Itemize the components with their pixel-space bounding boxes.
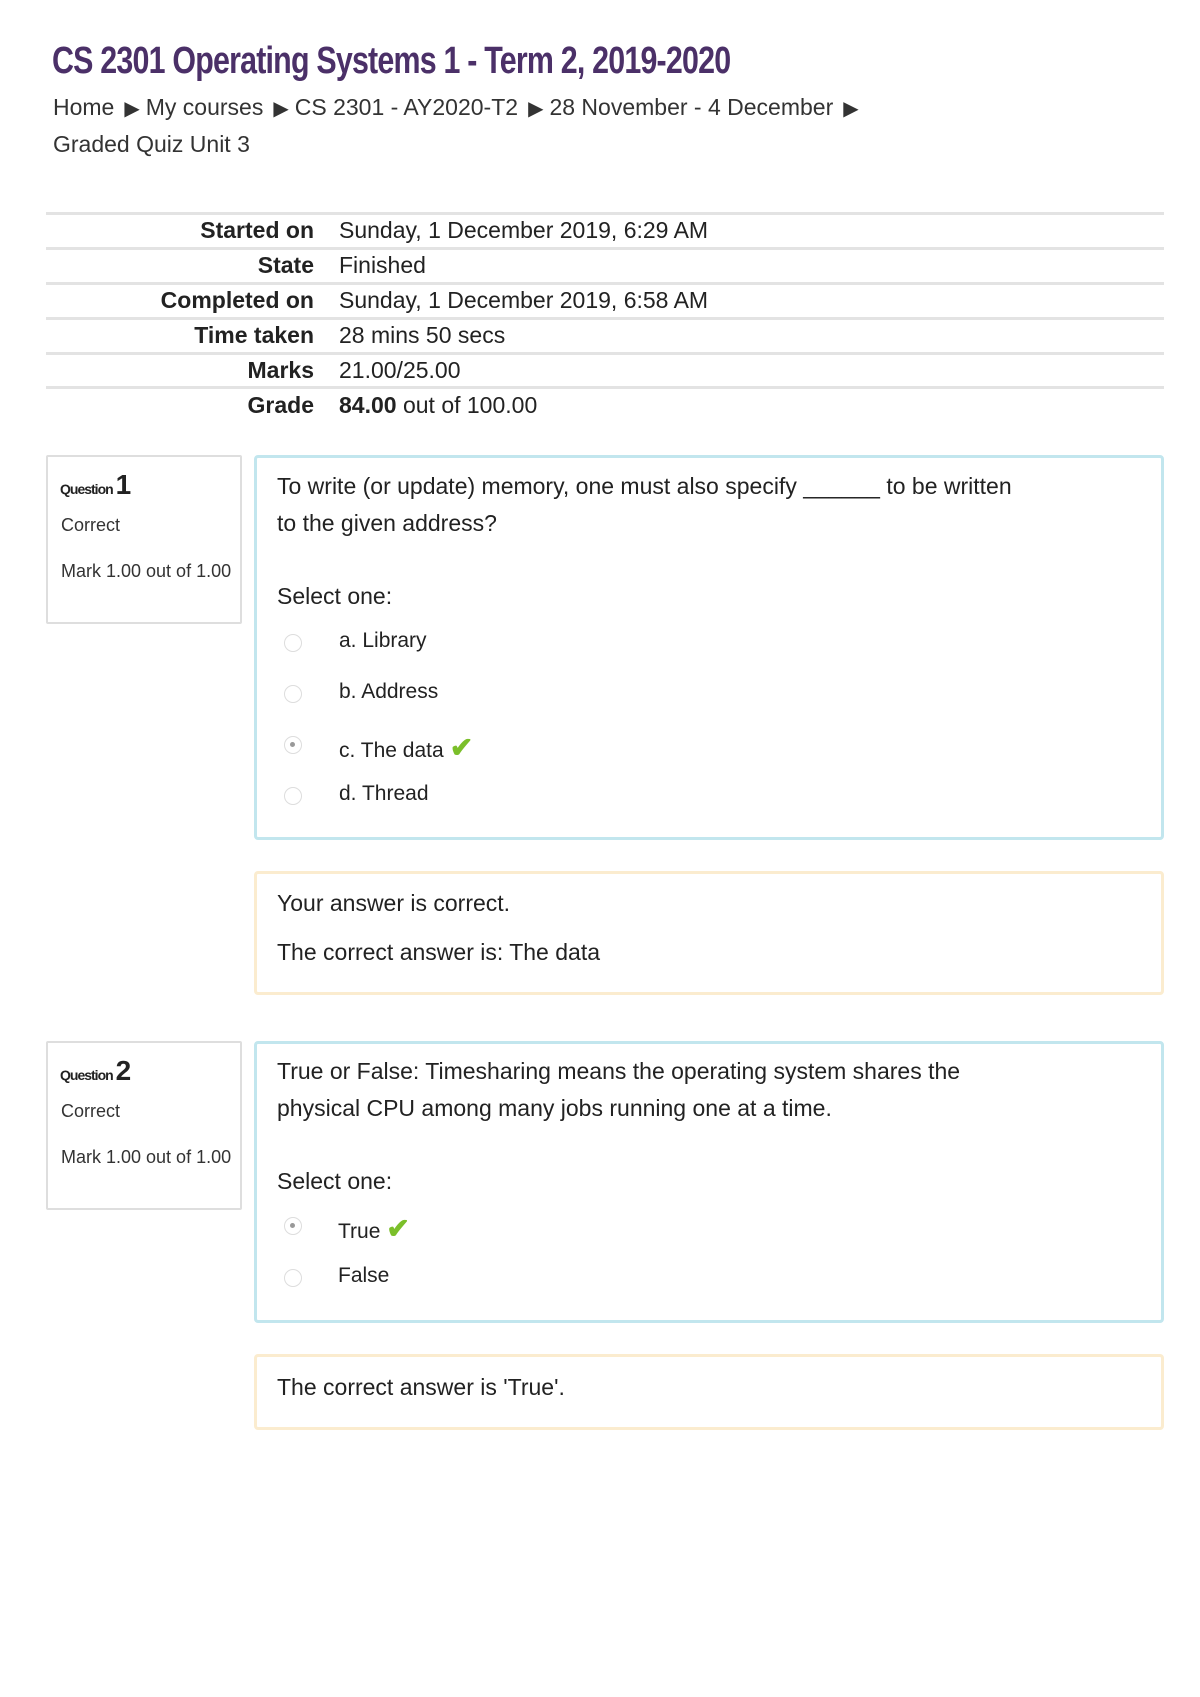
select-prompt: Select one:: [277, 1168, 393, 1194]
summary-value: [339, 392, 537, 419]
radio-option-false[interactable]: [284, 1269, 302, 1287]
question-number: Question 1: [60, 469, 131, 500]
divider: [46, 352, 1164, 355]
breadcrumb: [53, 94, 865, 121]
correct-answer-text: The correct answer is: The data: [277, 939, 600, 965]
breadcrumb-separator-icon: ▶: [843, 98, 859, 120]
question-state: Correct: [61, 1101, 121, 1121]
summary-label: State: [257, 252, 314, 278]
option-label[interactable]: b. Address: [339, 680, 439, 703]
divider: [46, 282, 1164, 285]
question-mark: Mark 1.00 out of 1.00: [61, 1147, 232, 1167]
divider: [46, 247, 1164, 250]
summary-value: Sunday, 1 December 2019, 6:58 AM: [339, 287, 709, 313]
radio-option-a[interactable]: [284, 634, 302, 652]
summary-label: Marks: [247, 357, 314, 383]
summary-value: Sunday, 1 December 2019, 6:29 AM: [339, 217, 709, 243]
breadcrumb-my-courses[interactable]: My courses: [145, 94, 264, 120]
question-mark: Mark 1.00 out of 1.00: [61, 561, 232, 581]
radio-option-true[interactable]: [284, 1217, 302, 1235]
summary-value: Finished: [339, 252, 426, 278]
breadcrumb-week[interactable]: 28 November - 4 December: [549, 94, 834, 120]
option-label[interactable]: True ✔: [338, 1213, 410, 1244]
summary-label: Started on: [200, 217, 314, 243]
option-label[interactable]: False: [338, 1264, 390, 1287]
divider: [46, 317, 1164, 320]
question-number: Question 2: [60, 1055, 131, 1086]
question-text: physical CPU among many jobs running one at a time.: [277, 1095, 832, 1121]
correct-check-icon: ✔: [449, 732, 474, 763]
question-1-info: [46, 455, 242, 624]
radio-option-b[interactable]: [284, 685, 302, 703]
breadcrumb-separator-icon: ▶: [528, 98, 544, 120]
summary-label: Time taken: [194, 322, 314, 348]
course-title: CS 2301 Operating Systems 1 - Term 2, 2019-2020: [52, 40, 731, 82]
question-text: True or False: Timesharing means the operating system shares the: [277, 1058, 961, 1084]
breadcrumb-quiz[interactable]: Graded Quiz Unit 3: [53, 131, 250, 157]
question-state: Correct: [61, 515, 121, 535]
correct-answer-text: The correct answer is 'True'.: [277, 1374, 565, 1400]
option-label[interactable]: a. Library: [339, 629, 427, 652]
breadcrumb-home[interactable]: Home: [53, 94, 115, 120]
question-text: to the given address?: [277, 510, 497, 536]
grade-out-of: out of 100.00: [396, 392, 538, 418]
breadcrumb-course[interactable]: CS 2301 - AY2020-T2: [294, 94, 519, 120]
feedback-text: Your answer is correct.: [277, 890, 511, 916]
option-label[interactable]: d. Thread: [339, 782, 429, 805]
select-prompt: Select one:: [277, 583, 393, 609]
question-text: To write (or update) memory, one must also specify ______ to be written: [277, 473, 1012, 499]
summary-label: Completed on: [160, 287, 314, 313]
divider: [46, 386, 1164, 389]
radio-option-d[interactable]: [284, 787, 302, 805]
breadcrumb-separator-icon: ▶: [124, 98, 140, 120]
summary-value: 21.00/25.00: [339, 357, 461, 383]
grade-value: 84.00: [339, 392, 397, 418]
summary-value: 28 mins 50 secs: [339, 322, 506, 348]
breadcrumb-separator-icon: ▶: [273, 98, 289, 120]
summary-label: Grade: [247, 392, 314, 418]
correct-check-icon: ✔: [386, 1213, 410, 1244]
option-label[interactable]: c. The data ✔: [339, 732, 474, 763]
radio-option-c[interactable]: [284, 736, 302, 754]
divider: [46, 212, 1164, 215]
question-2-info: [46, 1041, 242, 1210]
